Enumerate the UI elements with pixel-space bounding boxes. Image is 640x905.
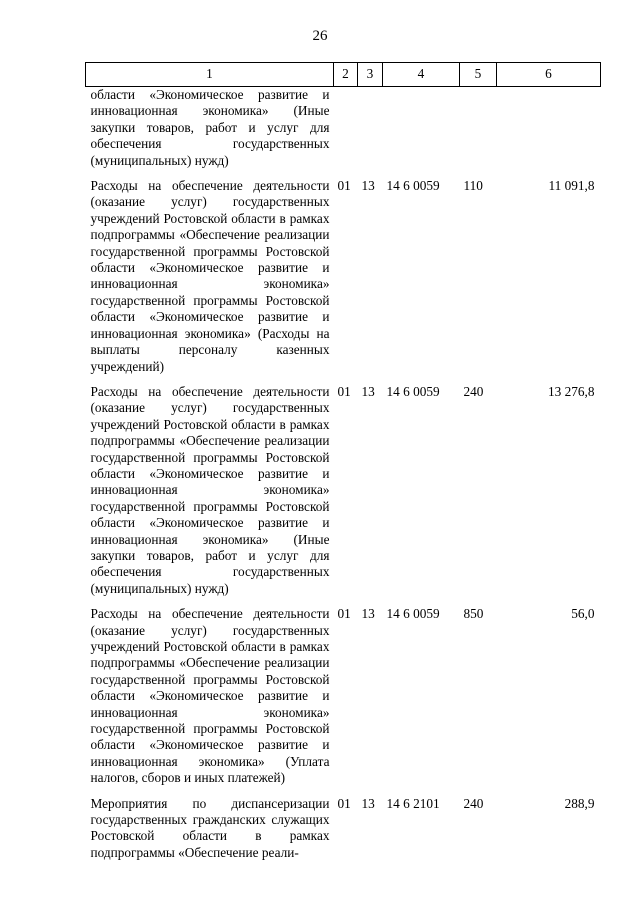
row-subsection-code: 13 [361, 178, 375, 194]
row-expense-type: 240 [463, 795, 484, 811]
column-header-6: 6 [497, 63, 601, 87]
row-section-code: 01 [337, 795, 351, 811]
table-row [86, 379, 601, 601]
row-description: области «Экономическое развитие и инновационная экономика» (Иные закупки товаров, работ и услуг для обеспечения государственных (муниципальных) нужд) [90, 87, 330, 168]
table-row [86, 791, 601, 866]
row-target-code: 14 6 2101 [386, 795, 440, 811]
row-section-code: 01 [337, 178, 351, 194]
row-expense-type [460, 87, 497, 174]
row-subsection-code [358, 87, 383, 174]
row-section-code [334, 87, 358, 174]
table-header-row [86, 63, 601, 87]
row-target-code: 14 6 0059 [386, 178, 440, 194]
row-subsection-code: 13 [361, 383, 375, 399]
row-amount [497, 87, 601, 174]
row-target-code: 14 6 0059 [386, 606, 440, 622]
row-description: Мероприятия по диспансеризации государственных гражданских служащих Ростовской области в рамках подпрограммы «Обеспечение реали- [90, 795, 330, 860]
budget-table [85, 62, 601, 865]
row-expense-type: 110 [463, 178, 483, 194]
row-target-code: 14 6 0059 [386, 383, 440, 399]
column-header-2: 2 [334, 63, 358, 87]
column-header-1: 1 [86, 63, 334, 87]
row-amount: 288,9 [564, 795, 595, 811]
row-subsection-code: 13 [361, 795, 375, 811]
row-description: Расходы на обеспечение деятельности (оказание услуг) государственных учреждений Ростовской области в рамках подпрограммы «Обеспечение реализации государственной программы Ростовской области «Экономическое развитие и инновационная экономика» государственной программы Ростовской области «Экономическое развитие и инновационная экономика» (Уплата налогов, сборов и иных платежей) [90, 606, 330, 786]
column-header-4: 4 [383, 63, 460, 87]
column-header-5: 5 [460, 63, 497, 87]
row-section-code: 01 [337, 383, 351, 399]
row-target-code [383, 87, 460, 174]
row-section-code: 01 [337, 606, 351, 622]
table-row [86, 601, 601, 790]
page-number: 26 [312, 28, 328, 44]
table-row [86, 87, 601, 174]
row-amount: 11 091,8 [548, 178, 595, 194]
row-description: Расходы на обеспечение деятельности (оказание услуг) государственных учреждений Ростовской области в рамках подпрограммы «Обеспечение реализации государственной программы Ростовской области «Экономическое развитие и инновационная экономика» государственной программы Ростовской области «Экономическое развитие и инновационная экономика» (Расходы на выплаты персоналу казенных учреждений) [90, 178, 330, 374]
row-amount: 13 276,8 [547, 383, 595, 399]
row-subsection-code: 13 [361, 606, 375, 622]
row-expense-type: 240 [463, 383, 484, 399]
table-row [86, 173, 601, 379]
row-amount: 56,0 [571, 606, 595, 622]
row-expense-type: 850 [463, 606, 484, 622]
row-description: Расходы на обеспечение деятельности (оказание услуг) государственных учреждений Ростовской области в рамках подпрограммы «Обеспечение реализации государственной программы Ростовской области «Экономическое развитие и инновационная экономика» государственной программы Ростовской области «Экономическое развитие и инновационная экономика» (Иные закупки товаров, работ и услуг для обеспечения государственных (муниципальных) нужд) [90, 383, 330, 596]
column-header-3: 3 [358, 63, 383, 87]
